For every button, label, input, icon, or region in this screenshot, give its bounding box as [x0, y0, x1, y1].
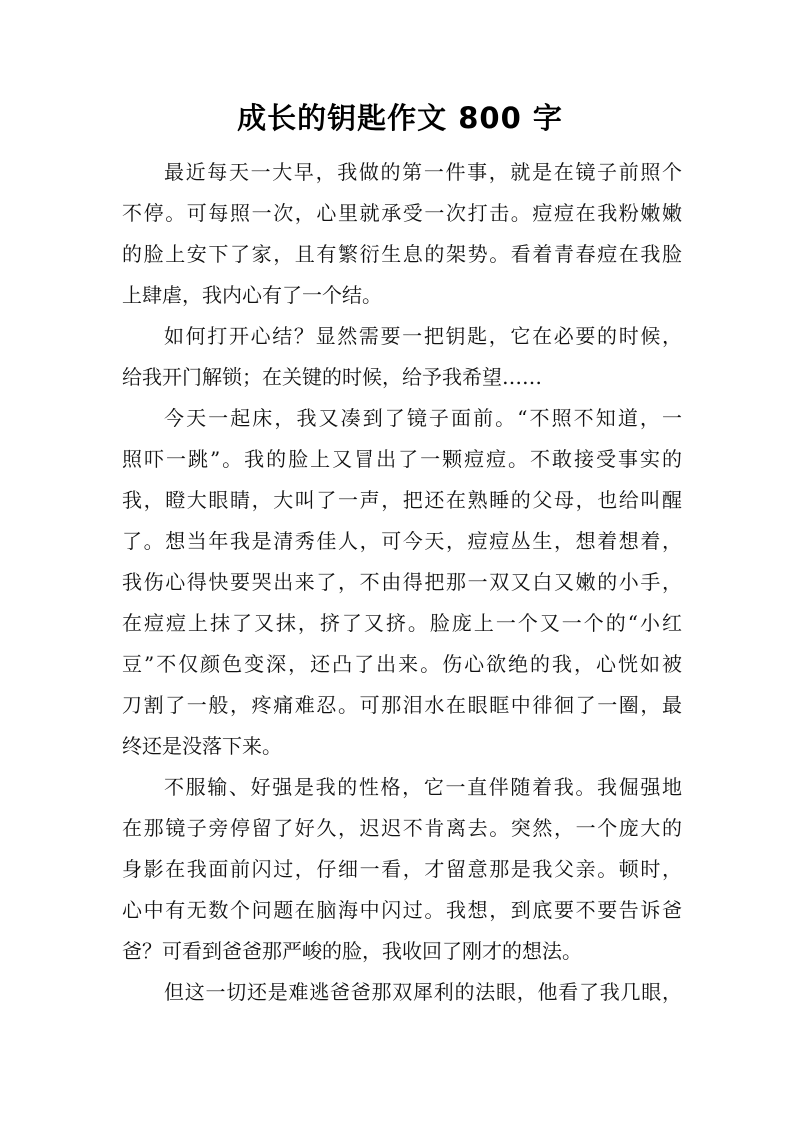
- text-line: 不停。可每照一次，心里就承受一次打击。痘痘在我粉嫩嫩: [122, 201, 682, 225]
- paragraph: [122, 767, 682, 972]
- text-line: 给我开门解锁；在关键的时候，给予我希望……: [122, 365, 542, 389]
- text-line: 了。想当年我是清秀佳人，可今天，痘痘丛生，想着想着，: [122, 529, 682, 553]
- text-line: 今天一起床，我又凑到了镜子面前。“不照不知道，一: [164, 406, 682, 430]
- text-line: 在那镜子旁停留了好久，迟迟不肯离去。突然，一个庞大的: [122, 816, 682, 840]
- text-line: 最近每天一大早，我做的第一件事，就是在镜子前照个: [164, 160, 682, 184]
- paragraph: [122, 152, 682, 316]
- text-line: 我，瞪大眼睛，大叫了一声，把还在熟睡的父母，也给叫醒: [122, 488, 682, 512]
- text-line: 照吓一跳”。我的脸上又冒出了一颗痘痘。不敢接受事实的: [122, 447, 682, 471]
- document-body: [122, 152, 682, 1013]
- text-line: 心中有无数个问题在脑海中闪过。我想，到底要不要告诉爸: [122, 898, 682, 922]
- text-line: 爸？可看到爸爸那严峻的脸，我收回了刚才的想法。: [122, 939, 582, 963]
- text-line: 不服输、好强是我的性格，它一直伴随着我。我倔强地: [164, 775, 682, 799]
- paragraph: [122, 316, 682, 398]
- text-line: 如何打开心结？显然需要一把钥匙，它在必要的时候，: [164, 324, 682, 348]
- text-line: 身影在我面前闪过，仔细一看，才留意那是我父亲。顿时，: [122, 857, 682, 881]
- text-line: 但这一切还是难逃爸爸那双犀利的法眼，他看了我几眼，: [164, 980, 682, 1004]
- text-line: 终还是没落下来。: [122, 734, 282, 758]
- text-line: 豆”不仅颜色变深，还凸了出来。伤心欲绝的我，心恍如被: [122, 652, 682, 676]
- paragraph: [122, 398, 682, 767]
- text-line: 在痘痘上抹了又抹，挤了又挤。脸庞上一个又一个的“小红: [122, 611, 682, 635]
- document-title: 成长的钥匙作文 800 字: [237, 101, 563, 135]
- text-line: 我伤心得快要哭出来了，不由得把那一双又白又嫩的小手，: [122, 570, 682, 594]
- text-line: 的脸上安下了家，且有繁衍生息的架势。看着青春痘在我脸: [122, 242, 682, 266]
- text-line: 上肆虐，我内心有了一个结。: [122, 283, 382, 307]
- text-line: 刀割了一般，疼痛难忍。可那泪水在眼眶中徘徊了一圈，最: [122, 693, 682, 717]
- paragraph: [122, 972, 682, 1013]
